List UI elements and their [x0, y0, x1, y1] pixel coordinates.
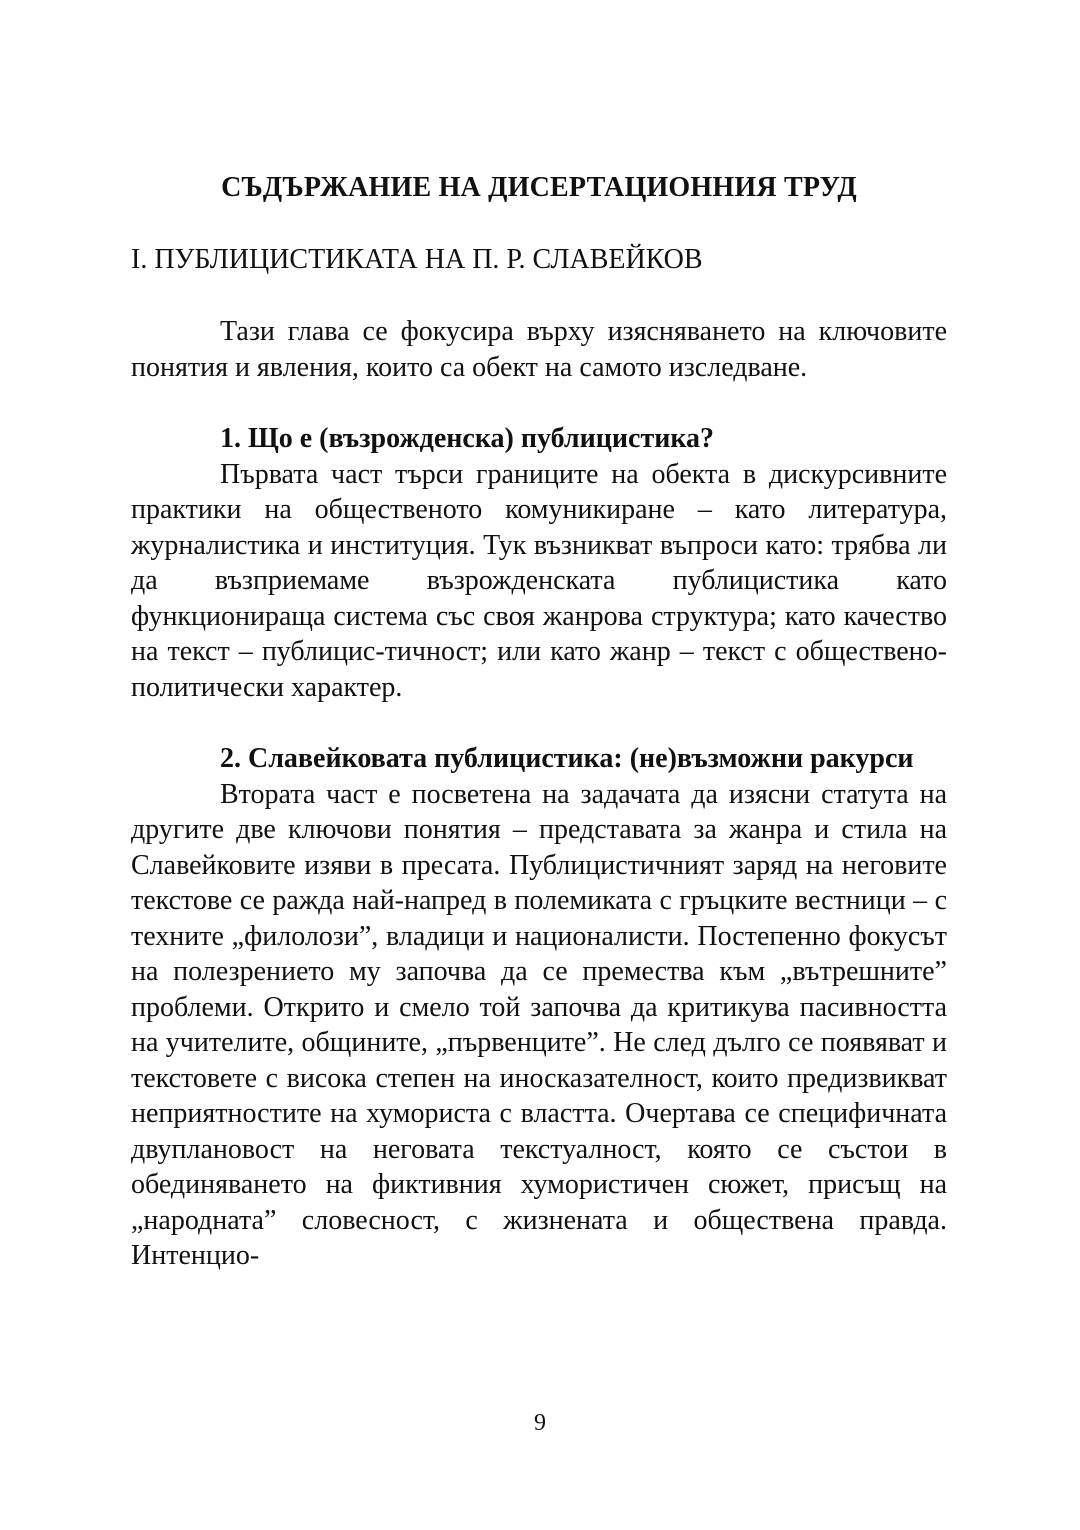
- section-1: [131, 421, 947, 705]
- section-paragraph: Първата част търси границите на обекта в дискурсивните практики на общественото комуникиране – като литература, журналистика и институция. Тук възникват въпроси като: трябва ли да възприемаме възрожденската публицистика като функционираща система със своя жанрова структура; като качество на текст – публицис-тичност; или като жанр – текст с обществено-политически характер.: [131, 458, 947, 703]
- chapter-heading: I. ПУБЛИЦИСТИКАТА НА П. Р. СЛАВЕЙКОВ: [131, 244, 703, 275]
- document-title: СЪДЪРЖАНИЕ НА ДИСЕРТАЦИОННИЯ ТРУД: [221, 172, 857, 203]
- section-paragraph: Втората част е посветена на задачата да изясни статута на другите две ключови понятия – представата за жанра и стила на Славейковите изяви в пресата. Публицистичният заряд на неговите текстове се ражда най-напред в полемиката с гръцките вестници – с техните „филолози”, владици и националисти. Постепенно фокусът на полезрението му започва да се премества към „вътрешните” проблеми. Открито и смело той започва да критикува пасивността на учителите, общините, „първенците”. Не след дълго се появяват и текстовете с висока степен на иносказателност, които предизвикват неприятностите на хумориста с властта. Очертава се специфичната двуплановост на неговата текстуалност, която се състои в обединяването на фиктивния хумористичен сюжет, присъщ на „народната” словесност, с жизнената и обществена правда. Интенцио-: [131, 778, 947, 1271]
- section-heading: 2. Славейковата публицистика: (не)възможни ракурси: [220, 743, 914, 774]
- document-page: [131, 168, 947, 1274]
- section-heading: 1. Що е (възрожденска) публицистика?: [220, 423, 715, 454]
- section-2: [131, 741, 947, 1274]
- intro-paragraph: Тази глава се фокусира върху изясняването на ключовите понятия и явления, които са обект на самото изследване.: [131, 316, 947, 383]
- page-number: 9: [534, 1410, 546, 1436]
